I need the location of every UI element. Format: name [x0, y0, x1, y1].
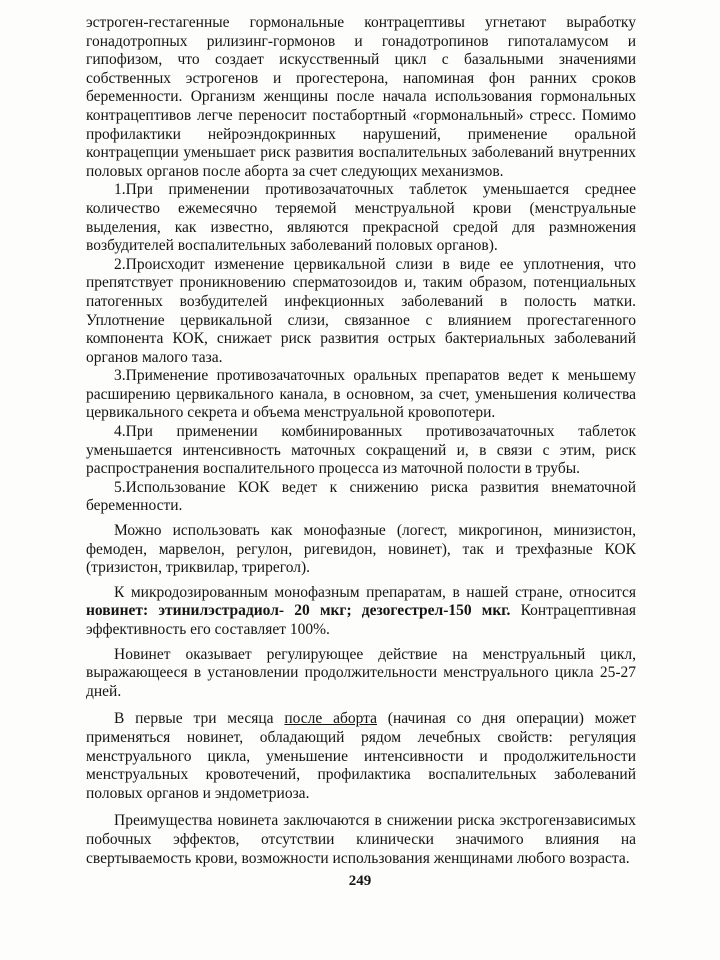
paragraph-cycle-regulation: Новинет оказывает регулирующее действие на менструальный цикл, выражающееся в установлении продолжительности менструального цикла 25-27 дней. — [86, 645, 636, 700]
paragraph-mechanism-5: 5.Использование КОК ведет к снижению риска развития внематочной беременности. — [86, 478, 636, 515]
post-abortion-underlined-text: после аборта — [284, 710, 377, 728]
paragraph-post-abortion-use — [86, 710, 636, 803]
paragraph-mechanism-1: 1.При применении противозачаточных таблеток уменьшается среднее количество ежемесячно теряемой менструальной крови (менструальные выделения, как известно, являются прекрасной средой для размножения возбудителей воспалительных заболеваний половых органов). — [86, 181, 636, 255]
paragraph-novinet-composition — [86, 584, 636, 640]
composition-bold-text: новинет: этинилэстрадиол- 20 мкг; дезогестрел-150 мкг. — [86, 602, 511, 620]
paragraph-advantages: Преимущества новинета заключаются в снижении риска экстрогензависимых побочных эффектов, отсутствии клинически значимого влияния на свертываемость крови, возможности использования женщинами любого возраста. — [86, 812, 636, 867]
post-abortion-rest-text: (начиная со дня операции) может применяться новинет, обладающий рядом лечебных свойств: регуляция менструального цикла, уменьшение интенсивности и продолжительности менструальных кровотечений, профилактика воспалительных заболеваний половых органов и эндометриоза. — [86, 710, 636, 802]
paragraph-mechanism-4: 4.При применении комбинированных противозачаточных таблеток уменьшается интенсивность маточных сокращений и, в связи с этим, риск распространения воспалительного процесса из маточной полости в трубы. — [86, 423, 636, 478]
paragraph-intro: эстроген-гестагенные гормональные контрацептивы угнетают выработку гонадотропных рилизинг-гормонов и гонадотропинов гипоталамусом и гипофизом, что создает искусственный цикл с базальными значениями собственных эстрогенов и прогестерона, напоминая фон ранних сроков беременности. Организм женщины после начала использования гормональных контрацептивов легче переносит постабортный «гормональный» стресс. Помимо профилактики нейроэндокринных нарушений, применение оральной контрацепции уменьшает риск развития воспалительных заболеваний внутренних половых органов после аборта за счет следующих механизмов. — [86, 14, 636, 180]
paragraph-mechanism-2: 2.Происходит изменение цервикальной слизи в виде ее уплотнения, что препятствует проникновению сперматозоидов и, таким образом, потенциальных патогенных возбудителей инфекционных заболеваний в полость матки. Уплотнение цервикальной слизи, связанное с влиянием прогестагенного компонента КОК, снижает риск развития острых бактериальных заболеваний органов малого таза. — [86, 255, 636, 366]
page-number: 249 — [348, 873, 372, 889]
body-text — [86, 14, 636, 868]
composition-efficacy-text: Контрацептивная эффективность его составляет 100%. — [86, 602, 636, 638]
paragraph-mechanism-3: 3.Применение противозачаточных оральных препаратов ведет к меньшему расширению цервикального канала, в основном, за счет, уменьшения количества цервикального секрета и объема менструальной кровопотери. — [86, 367, 636, 422]
composition-intro-text: К микродозированным монофазным препаратам, в нашей стране, относится — [114, 583, 636, 601]
paragraph-drug-list: Можно использовать как монофазные (логест, микрогинон, минизистон, фемоден, марвелон, регулон, ригевидон, новинет), так и трехфазные КОК (тризистон, триквилар, трирегол). — [86, 522, 636, 577]
post-abortion-intro-text: В первые три месяца — [114, 710, 285, 728]
